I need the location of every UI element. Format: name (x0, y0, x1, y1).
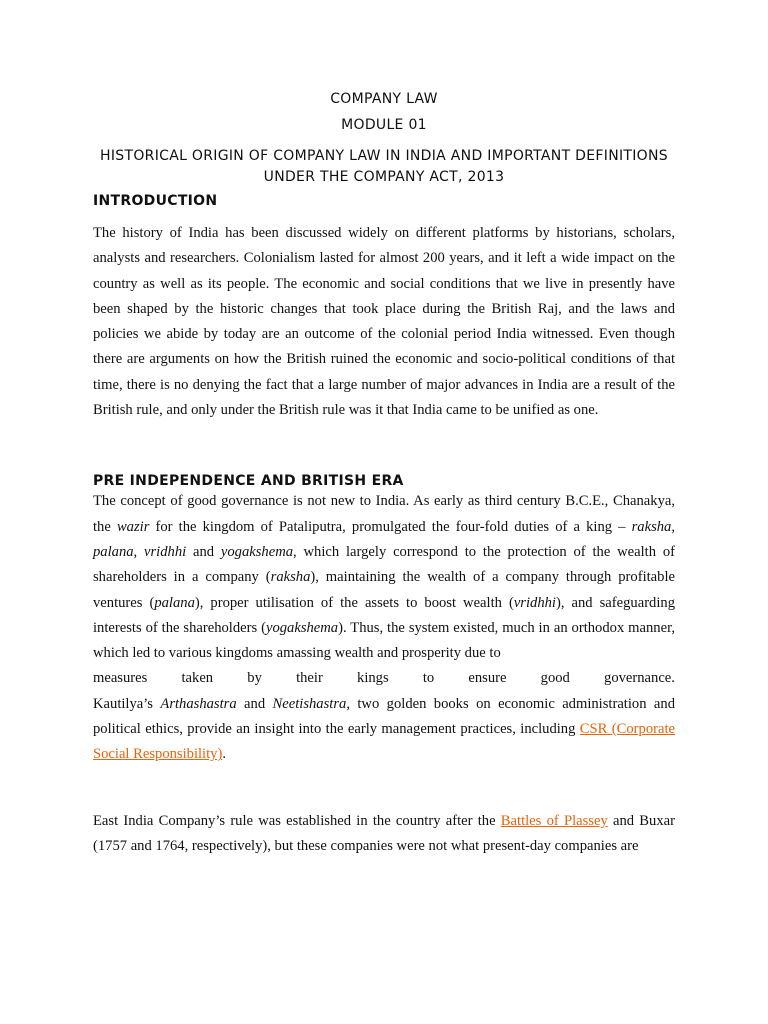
term-palana-2: palana (154, 594, 195, 611)
term-raksha: raksha (631, 518, 672, 535)
csr-link[interactable]: CSR (Corporate Social Responsibility) (93, 721, 675, 763)
introduction-paragraph: The history of India has been discussed widely on different platforms by historians, scholars, analysts and researchers. Colonialism lasted for almost 200 years, and it left a wide impact on the country as well as its people. The economic and social conditions that we live in presently have been shaped by the historic changes that took place during the British Raj, and the laws and policies we abide by today are an outcome of the colonial period India witnessed. Even though there are arguments on how the British ruined the economic and socio-political conditions of that time, there is no denying the fact that a large number of major advances in India are a result of the British rule, and only under the British rule was it that India came to be unified as one. (93, 225, 675, 419)
book-neetishastra: Neetishastra (272, 695, 347, 712)
justified-line-measures (93, 666, 675, 691)
term-raksha-2: raksha (270, 569, 311, 586)
paragraph-1-part-1: The concept of good governance is not new to India. As early as third century B.C.E., Chanakya, the wazir for the kingdom of Pataliputra, promulgated the four-fold duties of a king – raksha, palana, vridhhi and yogakshema, which largely correspond to the protection of the wealth of shareholders in a company (raksha), maintaining the wealth of a company through profitable ventures (palana), proper utilisation of the assets to boost wealth (vridhhi), and safeguarding interests of the shareholders (yogakshema). Thus, the system existed, much in an orthodox manner, which led to various kingdoms amassing wealth and prosperity due to (93, 493, 676, 662)
pre-independence-heading: PRE INDEPENDENCE AND BRITISH ERA (93, 473, 404, 490)
spread-word: by (247, 670, 262, 687)
term-palana: palana (93, 543, 134, 560)
document-subtitle (93, 146, 675, 188)
spread-word: kings (357, 670, 389, 687)
document-title: COMPANY LAW (330, 91, 438, 107)
paragraph-1-part-2: Kautilya’s Arthashastra and Neetishastra, two golden books on economic administration and political ethics, provide an insight into the early management practices, including CSR (Corporate Social Responsibility). (93, 695, 675, 763)
spread-word: taken (181, 670, 214, 687)
spread-word: their (296, 670, 323, 687)
document-page (93, 82, 675, 859)
introduction-heading: INTRODUCTION (93, 193, 218, 209)
term-wazir: wazir (116, 518, 150, 535)
subtitle-line-2: UNDER THE COMPANY ACT, 2013 (263, 169, 505, 185)
term-vridhhi-2: vridhhi (513, 594, 556, 611)
module-label: MODULE 01 (341, 117, 427, 133)
subtitle-line-1: HISTORICAL ORIGIN OF COMPANY LAW IN INDIA AND IMPORTANT DEFINITIONS (100, 148, 668, 164)
book-arthashastra: Arthashastra (160, 695, 237, 712)
pre-independence-paragraph-2: East India Company’s rule was established in the country after the Battles of Plassey and Buxar (1757 and 1764, respectively), but these companies were not what present-day companies are (93, 812, 675, 854)
spread-word: good (540, 670, 570, 687)
battles-of-plassey-link[interactable]: Battles of Plassey (500, 812, 608, 829)
spread-word: measures (93, 670, 148, 687)
pre-independence-paragraph-1 (93, 489, 675, 767)
spread-word: to (422, 670, 435, 687)
term-yogakshema: yogakshema (220, 543, 294, 560)
spread-word: governance. (604, 670, 675, 687)
spread-word: ensure (468, 670, 507, 687)
term-vridhhi: vridhhi (144, 543, 187, 560)
term-yogakshema-2: yogakshema (265, 619, 339, 636)
